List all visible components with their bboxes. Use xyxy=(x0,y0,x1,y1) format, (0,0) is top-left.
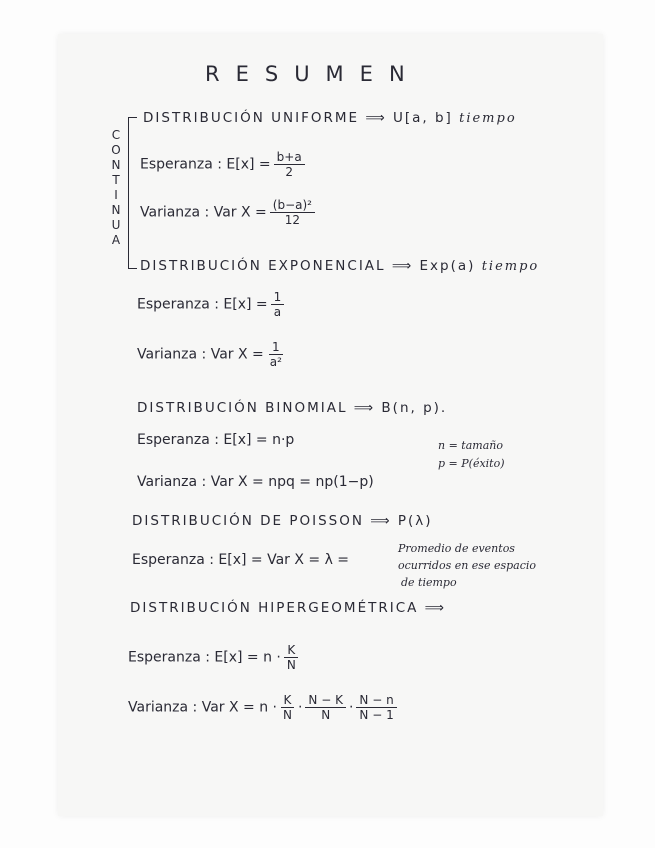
letter: T xyxy=(112,173,120,187)
exponential-esperanza: Esperanza : E[x] = $\frac{1}{a}$ xyxy=(137,290,287,319)
note-line: ocurridos en ese espacio xyxy=(398,559,537,572)
hypergeometric-esperanza: Esperanza : E[x] = n · $\frac{K}{N}$ xyxy=(128,643,302,672)
hypergeometric-varianza: Varianza : Var X = n · $\frac{K}{N}$ · $\frac{N - K}{N}$ · $\frac{N - n}{N - 1}$ xyxy=(128,693,400,722)
continua-bracket xyxy=(128,117,137,269)
exponential-varianza: Varianza : Var X = $\frac{1}{\text{a²}}$ xyxy=(137,340,282,369)
binomial-note-p: p = P(éxito) xyxy=(438,457,505,470)
poisson-header: DISTRIBUCIÓN DE POISSON ⟹ P(λ) xyxy=(132,513,433,529)
letter: N xyxy=(111,203,121,217)
uniform-varianza: Varianza : Var X = $\frac{\text{(b−a)²}}{12}$ xyxy=(140,198,318,227)
binomial-note-n: n = tamaño xyxy=(438,439,503,452)
hypergeometric-header: DISTRIBUCIÓN HIPERGEOMÉTRICA ⟹ xyxy=(130,600,447,616)
note-line: de tiempo xyxy=(401,576,457,589)
letter: I xyxy=(114,188,118,202)
poisson-esperanza: Esperanza : E[x] = Var X = λ = xyxy=(132,552,350,568)
binomial-varianza: Varianza : Var X = npq = np(1−p) xyxy=(137,474,374,490)
binomial-esperanza: Esperanza : E[x] = n·p xyxy=(137,432,295,448)
binomial-header: DISTRIBUCIÓN BINOMIAL ⟹ B(n, p). xyxy=(137,400,448,416)
letter: N xyxy=(111,158,121,172)
note-line: Promedio de eventos xyxy=(398,542,515,555)
poisson-note xyxy=(398,540,536,591)
continua-label xyxy=(109,128,123,248)
letter: O xyxy=(111,143,121,157)
letter: C xyxy=(111,128,121,142)
letter: U xyxy=(111,218,121,232)
uniform-header: DISTRIBUCIÓN UNIFORME ⟹ U[a, b] tiempo xyxy=(143,110,517,126)
exponential-header: DISTRIBUCIÓN EXPONENCIAL ⟹ Exp(a) tiempo xyxy=(140,258,540,274)
letter: A xyxy=(111,233,121,247)
page-title: RESUMEN xyxy=(205,62,421,86)
uniform-esperanza: Esperanza : E[x] = $\frac{b+a}{2}$ xyxy=(140,150,308,179)
